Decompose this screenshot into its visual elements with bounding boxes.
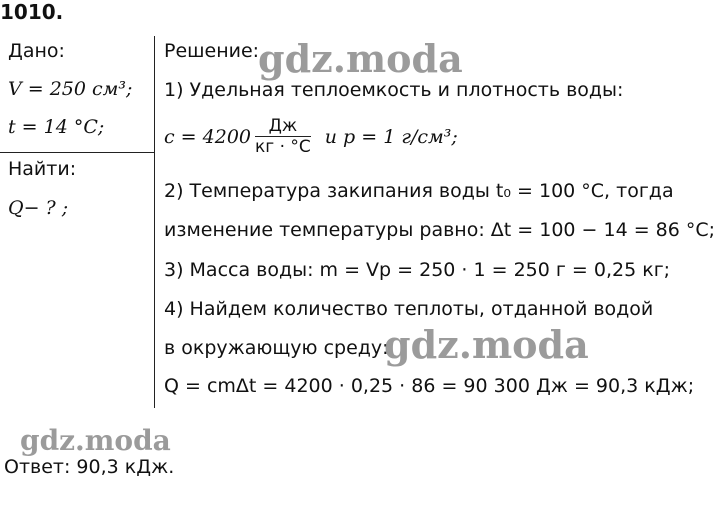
formula-c-fraction — [255, 116, 311, 157]
solution-step-4b: в окружающую среду: — [164, 337, 389, 359]
vertical-divider — [154, 36, 155, 408]
fraction-denominator: кг · °C — [255, 137, 311, 157]
given-volume: V = 250 см³; — [8, 78, 133, 100]
solution-header: Решение: — [164, 40, 260, 62]
answer-text: Ответ: 90,3 кДж. — [4, 456, 175, 478]
watermark-middle: gdz.moda — [384, 322, 589, 367]
watermark-top: gdz.moda — [258, 36, 463, 81]
solution-step-2b: изменение температуры равно: Δt = 100 − 14 = 86 °C; — [164, 219, 716, 241]
watermark-bottom: gdz.moda — [20, 424, 171, 457]
formula-c-suffix: и p = 1 г/см³; — [324, 125, 458, 148]
formula-c — [164, 116, 458, 157]
fraction-numerator: Дж — [268, 116, 298, 136]
problem-number: 1010. — [0, 0, 64, 24]
solution-step-3: 3) Масса воды: m = Vp = 250 · 1 = 250 г = 0,25 кг; — [164, 259, 671, 281]
find-header: Найти: — [8, 158, 77, 180]
solution-step-4c: Q = cmΔt = 4200 · 0,25 · 86 = 90 300 Дж = 90,3 кДж; — [164, 375, 695, 397]
formula-c-prefix: c = 4200 — [164, 125, 251, 148]
solution-step-1: 1) Удельная теплоемкость и плотность воды: — [164, 79, 624, 101]
given-header: Дано: — [8, 40, 65, 62]
given-temperature: t = 14 °C; — [8, 116, 105, 138]
solution-step-4a: 4) Найдем количество теплоты, отданной водой — [164, 298, 654, 320]
solution-step-2a: 2) Температура закипания воды t₀ = 100 °C, тогда — [164, 180, 674, 202]
find-q: Q− ? ; — [8, 197, 69, 219]
horizontal-divider — [0, 152, 154, 153]
